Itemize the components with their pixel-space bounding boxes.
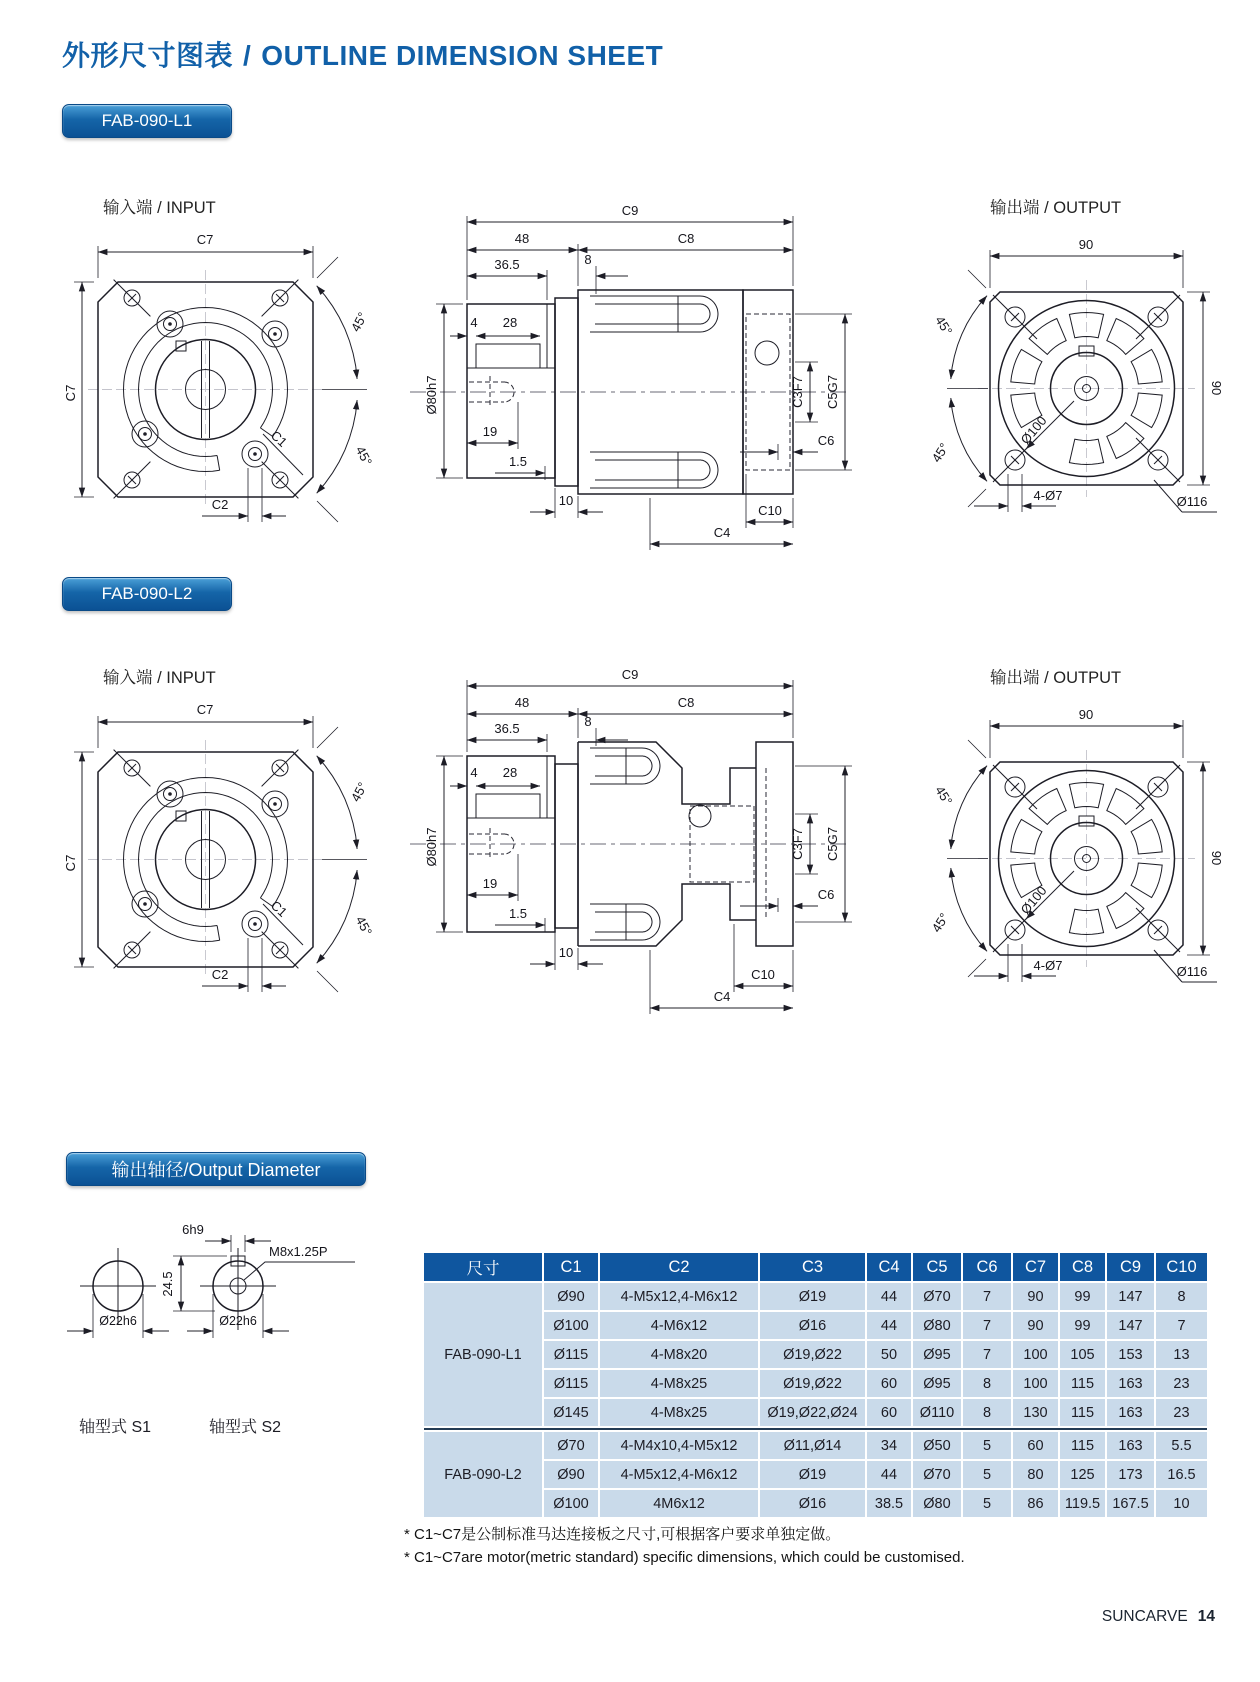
shaft-diameter-drawing [55, 1190, 395, 1370]
l1-output-view [852, 212, 1222, 537]
dim-cell: Ø90 [544, 1461, 598, 1488]
dim-label: C3F7 [790, 376, 805, 408]
dim-cell: 147 [1107, 1312, 1154, 1339]
dimension-table-wrap [422, 1251, 1209, 1519]
dim-label: C5G7 [825, 375, 840, 409]
dim-label: C6 [817, 887, 835, 902]
l2-output-view [852, 682, 1222, 1007]
dim-label: 6h9 [182, 1222, 204, 1237]
dim-cell: 60 [867, 1370, 911, 1397]
shaft-type-s2-label: 轴型式 S2 [209, 1419, 282, 1436]
dim-label: C1 [267, 427, 291, 450]
dim-label: Ø22h6 [99, 1314, 137, 1328]
column-header: C10 [1156, 1253, 1207, 1281]
dim-cell: 99 [1060, 1283, 1105, 1310]
dim-cell: 44 [867, 1283, 911, 1310]
column-header: 尺寸 [424, 1253, 542, 1281]
dim-label: 10 [558, 945, 574, 960]
dim-cell: Ø70 [913, 1283, 961, 1310]
input-flange-drawing [88, 270, 324, 508]
dim-label: 45° [352, 443, 376, 469]
dim-label: 45° [928, 440, 952, 465]
screw-head-icon [242, 441, 268, 467]
shaft-s1-drawing [67, 1248, 169, 1338]
dim-cell: 60 [867, 1399, 911, 1426]
dim-label: C8 [677, 695, 695, 710]
dim-label: Ø116 [1176, 494, 1208, 509]
l1-side-view [390, 186, 860, 559]
dim-cell: 125 [1060, 1461, 1105, 1488]
dim-cell: 7 [1156, 1312, 1207, 1339]
dim-cell: Ø19,Ø22 [760, 1341, 865, 1368]
dim-cell: 23 [1156, 1370, 1207, 1397]
dim-label: 90 [1209, 850, 1224, 866]
dim-label: C5G7 [825, 827, 840, 861]
l1-output-label: 输出端 / OUTPUT [990, 199, 1122, 217]
dim-cell: 16.5 [1156, 1461, 1207, 1488]
dim-label: 28 [502, 315, 518, 330]
dim-label: 4 [470, 765, 478, 780]
dim-cell: Ø95 [913, 1370, 961, 1397]
corner-hole-icon [114, 750, 299, 969]
dim-label: C9 [621, 203, 639, 218]
dim-cell: 105 [1060, 1341, 1105, 1368]
dim-label: 90 [1078, 707, 1094, 722]
dim-cell: 167.5 [1107, 1490, 1154, 1517]
dim-label: 28 [502, 765, 518, 780]
dim-label: 4 [470, 315, 478, 330]
dim-label: 90 [1209, 380, 1224, 396]
dim-label: 45° [347, 779, 371, 805]
dim-cell: Ø70 [544, 1432, 598, 1459]
dim-cell: Ø16 [760, 1312, 865, 1339]
dim-label: C7 [63, 384, 78, 402]
column-header: C4 [867, 1253, 911, 1281]
dim-label: 24.5 [160, 1271, 175, 1297]
output-flange-drawing [978, 280, 1195, 497]
dim-cell: 4-M8x25 [600, 1399, 758, 1426]
dim-label: 45° [352, 913, 376, 939]
dim-label: 45° [347, 309, 371, 335]
dim-cell: Ø115 [544, 1370, 598, 1397]
dim-label: 10 [558, 493, 574, 508]
header-row [424, 1253, 1207, 1281]
dim-label: C4 [713, 525, 731, 540]
dim-cell: 8 [963, 1399, 1011, 1426]
dim-cell: Ø19,Ø22,Ø24 [760, 1399, 865, 1426]
dim-cell: 119.5 [1060, 1490, 1105, 1517]
dim-label: Ø100 [1017, 413, 1050, 448]
dim-label: 1.5 [508, 454, 528, 469]
dim-cell: Ø70 [913, 1461, 961, 1488]
dim-label: Ø22h6 [219, 1314, 257, 1328]
model-cell: FAB-090-L1 [424, 1283, 542, 1426]
dim-cell: 163 [1107, 1399, 1154, 1426]
dim-cell: 163 [1107, 1370, 1154, 1397]
output-dimensions [929, 707, 1224, 982]
dim-label: 45° [928, 910, 952, 935]
dim-cell: 90 [1013, 1312, 1058, 1339]
dim-label: C7 [196, 702, 214, 717]
output-dimensions [929, 237, 1224, 512]
dim-label: 36.5 [494, 721, 520, 736]
group-separator [424, 1428, 1207, 1430]
column-header: C1 [544, 1253, 598, 1281]
model-cell: FAB-090-L2 [424, 1432, 542, 1517]
dim-cell: Ø95 [913, 1341, 961, 1368]
page-title [62, 34, 663, 74]
l2-side-view [390, 656, 860, 1041]
dim-label: 90 [1078, 237, 1094, 252]
dim-cell: 163 [1107, 1432, 1154, 1459]
dim-cell: 147 [1107, 1283, 1154, 1310]
dim-cell: Ø90 [544, 1283, 598, 1310]
dim-label: Ø116 [1176, 964, 1208, 979]
dimension-table-body [424, 1283, 1207, 1517]
dim-label: C2 [211, 967, 229, 982]
dim-cell: 7 [963, 1312, 1011, 1339]
dim-cell: 115 [1060, 1432, 1105, 1459]
footnotes [404, 1524, 965, 1569]
dim-cell: 130 [1013, 1399, 1058, 1426]
dim-cell: 60 [1013, 1432, 1058, 1459]
dim-cell: 100 [1013, 1370, 1058, 1397]
dim-label: C6 [817, 433, 835, 448]
dim-cell: 100 [1013, 1341, 1058, 1368]
dim-cell: 44 [867, 1312, 911, 1339]
shaft-type-s1-label: 轴型式 S1 [79, 1419, 152, 1436]
column-header: C5 [913, 1253, 961, 1281]
input-dimensions [63, 232, 375, 522]
dim-label: C8 [677, 231, 695, 246]
dim-cell: Ø110 [913, 1399, 961, 1426]
dim-cell: 5 [963, 1490, 1011, 1517]
page-number: 14 [1197, 1608, 1215, 1625]
dim-label: Ø100 [1017, 883, 1050, 918]
l2-output-label: 输出端 / OUTPUT [990, 669, 1122, 687]
dim-label: C7 [196, 232, 214, 247]
page-title-zh: 外形尺寸图表 [62, 40, 234, 71]
dim-label: C3F7 [790, 828, 805, 860]
shaft-s2-drawing [160, 1222, 355, 1338]
table-row [424, 1432, 1207, 1459]
dim-cell: 8 [963, 1370, 1011, 1397]
dim-cell: 90 [1013, 1283, 1058, 1310]
dim-cell: Ø11,Ø14 [760, 1432, 865, 1459]
dim-cell: 4-M5x12,4-M6x12 [600, 1283, 758, 1310]
dim-cell: 99 [1060, 1312, 1105, 1339]
l2-input-view [63, 682, 400, 1002]
dim-label: 19 [482, 876, 498, 891]
dim-cell: Ø19,Ø22 [760, 1370, 865, 1397]
dim-cell: 8 [1156, 1283, 1207, 1310]
dim-cell: Ø19 [760, 1461, 865, 1488]
dim-cell: 5 [963, 1432, 1011, 1459]
screw-head-icon [132, 421, 158, 447]
page-title-separator: / [243, 40, 252, 71]
corner-hole-icon [114, 280, 299, 499]
output-diameter-badge: 输出轴径/Output Diameter [66, 1152, 366, 1186]
dim-cell: 44 [867, 1461, 911, 1488]
column-header: C6 [963, 1253, 1011, 1281]
dimension-table [422, 1251, 1209, 1519]
dim-cell: 10 [1156, 1490, 1207, 1517]
footnote-zh: * C1~C7是公制标准马达连接板之尺寸,可根据客户要求单独定做。 [404, 1526, 841, 1543]
l2-input-label: 输入端 / INPUT [103, 669, 216, 687]
dim-label: 19 [482, 424, 498, 439]
dim-label: Ø80h7 [424, 827, 439, 867]
dim-cell: 80 [1013, 1461, 1058, 1488]
side-dimensions [424, 203, 852, 550]
dim-cell: 4-M5x12,4-M6x12 [600, 1461, 758, 1488]
column-header: C2 [600, 1253, 758, 1281]
dim-cell: 153 [1107, 1341, 1154, 1368]
dim-cell: Ø80 [913, 1490, 961, 1517]
dim-cell: Ø100 [544, 1490, 598, 1517]
dim-cell: 86 [1013, 1490, 1058, 1517]
brand-name: SUNCARVE [1101, 1608, 1188, 1625]
dim-cell: 38.5 [867, 1490, 911, 1517]
dim-label: C2 [211, 497, 229, 512]
dim-label: C10 [758, 503, 782, 518]
input-dimensions [63, 702, 375, 992]
dim-label: 4-Ø7 [1033, 958, 1063, 973]
dim-label: 48 [514, 695, 530, 710]
l1-input-label: 输入端 / INPUT [103, 199, 216, 217]
dim-cell: Ø50 [913, 1432, 961, 1459]
dim-cell: Ø115 [544, 1341, 598, 1368]
dim-cell: 5.5 [1156, 1432, 1207, 1459]
dim-cell: 13 [1156, 1341, 1207, 1368]
dim-label: 48 [514, 231, 530, 246]
column-header: C7 [1013, 1253, 1058, 1281]
dim-cell: Ø100 [544, 1312, 598, 1339]
model-badge-fab-090-l1: FAB-090-L1 [62, 104, 232, 138]
dim-cell: 23 [1156, 1399, 1207, 1426]
dim-cell: 115 [1060, 1370, 1105, 1397]
l1-input-view [63, 212, 400, 532]
dim-label: 45° [932, 783, 956, 808]
dim-cell: Ø16 [760, 1490, 865, 1517]
dim-cell: 50 [867, 1341, 911, 1368]
dim-label: C1 [267, 897, 291, 920]
side-dimensions [424, 667, 852, 1014]
footnote-en: * C1~C7are motor(metric standard) specific dimensions, which could be customised. [404, 1548, 965, 1566]
output-flange-drawing [978, 750, 1195, 967]
dim-label: M8x1.25P [269, 1244, 328, 1259]
dim-label: 1.5 [508, 906, 528, 921]
dim-label: C7 [63, 854, 78, 872]
dim-cell: Ø19 [760, 1283, 865, 1310]
page-footer [0, 1608, 1215, 1626]
screw-head-icon [242, 911, 268, 937]
dim-cell: 115 [1060, 1399, 1105, 1426]
model-badge-fab-090-l2: FAB-090-L2 [62, 577, 232, 611]
input-flange-drawing [88, 740, 324, 978]
dim-label: Ø80h7 [424, 375, 439, 415]
dim-cell: Ø80 [913, 1312, 961, 1339]
dim-label: 45° [932, 313, 956, 338]
dim-label: C9 [621, 667, 639, 682]
screw-head-icon [132, 891, 158, 917]
dim-cell: 34 [867, 1432, 911, 1459]
column-header: C8 [1060, 1253, 1105, 1281]
dim-cell: 7 [963, 1283, 1011, 1310]
dim-cell: 4-M4x10,4-M5x12 [600, 1432, 758, 1459]
dim-cell: 4-M8x25 [600, 1370, 758, 1397]
dim-label: 8 [584, 252, 592, 267]
column-header: C3 [760, 1253, 865, 1281]
dim-cell: Ø145 [544, 1399, 598, 1426]
dim-cell: 5 [963, 1461, 1011, 1488]
column-header: C9 [1107, 1253, 1154, 1281]
table-row [424, 1283, 1207, 1310]
dim-cell: 173 [1107, 1461, 1154, 1488]
dim-cell: 7 [963, 1341, 1011, 1368]
dim-label: 4-Ø7 [1033, 488, 1063, 503]
dim-cell: 4M6x12 [600, 1490, 758, 1517]
dim-cell: 4-M6x12 [600, 1312, 758, 1339]
dim-label: 36.5 [494, 257, 520, 272]
dim-label: 8 [584, 714, 592, 729]
dim-cell: 4-M8x20 [600, 1341, 758, 1368]
dim-label: C4 [713, 989, 731, 1004]
page-title-en: OUTLINE DIMENSION SHEET [261, 40, 664, 71]
dim-label: C10 [751, 967, 775, 982]
dimension-table-head [424, 1253, 1207, 1281]
